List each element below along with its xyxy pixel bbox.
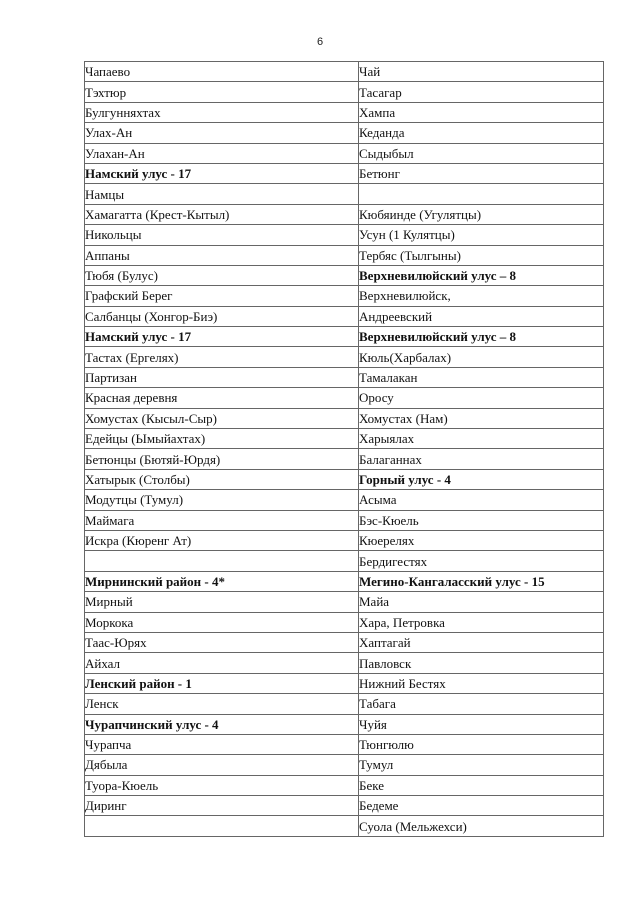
settlement-cell: Бедеме xyxy=(359,796,604,816)
table-row xyxy=(85,347,604,367)
settlements-table xyxy=(84,61,604,837)
settlement-cell: Ленск xyxy=(85,694,359,714)
settlement-cell: Андреевский xyxy=(359,306,604,326)
settlement-cell: Тастах (Ергелях) xyxy=(85,347,359,367)
settlement-cell: Кеданда xyxy=(359,123,604,143)
table-row xyxy=(85,306,604,326)
settlement-cell: Тамалакан xyxy=(359,367,604,387)
region-header-cell: Верхневилюйский улус – 8 xyxy=(359,265,604,285)
settlement-cell: Тумул xyxy=(359,755,604,775)
settlement-cell: Улахан-Ан xyxy=(85,143,359,163)
settlement-cell: Нижний Бестях xyxy=(359,673,604,693)
region-header-cell: Ленский район - 1 xyxy=(85,673,359,693)
table-row xyxy=(85,816,604,836)
settlement-cell: Салбанцы (Хонгор-Биэ) xyxy=(85,306,359,326)
table-row xyxy=(85,62,604,82)
table-row xyxy=(85,102,604,122)
settlement-cell: Никольцы xyxy=(85,225,359,245)
table-row xyxy=(85,143,604,163)
settlement-cell: Чуйя xyxy=(359,714,604,734)
settlement-cell: Хаптагай xyxy=(359,632,604,652)
settlement-cell: Суола (Мельжехси) xyxy=(359,816,604,836)
settlement-cell: Балаганнах xyxy=(359,449,604,469)
table-row xyxy=(85,673,604,693)
empty-cell xyxy=(85,816,359,836)
table-row xyxy=(85,82,604,102)
region-header-cell: Верхневилюйский улус – 8 xyxy=(359,327,604,347)
settlement-cell: Графский Берег xyxy=(85,286,359,306)
table-row xyxy=(85,408,604,428)
settlement-cell: Моркока xyxy=(85,612,359,632)
region-header-cell: Чурапчинский улус - 4 xyxy=(85,714,359,734)
settlement-cell: Бетюнг xyxy=(359,163,604,183)
settlement-cell: Усун (1 Кулятцы) xyxy=(359,225,604,245)
table-row xyxy=(85,755,604,775)
table-row xyxy=(85,327,604,347)
settlement-cell: Тасагар xyxy=(359,82,604,102)
settlement-cell: Верхневилюйск, xyxy=(359,286,604,306)
region-header-cell: Горный улус - 4 xyxy=(359,469,604,489)
table-row xyxy=(85,449,604,469)
settlement-cell: Красная деревня xyxy=(85,388,359,408)
settlement-cell: Асыма xyxy=(359,490,604,510)
table-row xyxy=(85,796,604,816)
table-row xyxy=(85,571,604,591)
table-row xyxy=(85,653,604,673)
settlement-cell: Сыдыбыл xyxy=(359,143,604,163)
region-header-cell: Мирнинский район - 4* xyxy=(85,571,359,591)
settlement-cell: Тюнгюлю xyxy=(359,734,604,754)
table-row xyxy=(85,265,604,285)
table-row xyxy=(85,734,604,754)
table-row xyxy=(85,632,604,652)
table-row xyxy=(85,694,604,714)
settlement-cell: Искра (Кюренг Ат) xyxy=(85,530,359,550)
settlement-cell: Харыялах xyxy=(359,429,604,449)
table-row xyxy=(85,592,604,612)
region-header-cell: Намский улус - 17 xyxy=(85,327,359,347)
settlement-cell: Хара, Петровка xyxy=(359,612,604,632)
settlement-cell: Кюбяинде (Угулятцы) xyxy=(359,204,604,224)
settlement-cell: Тербяс (Тылгыны) xyxy=(359,245,604,265)
table-row xyxy=(85,551,604,571)
settlement-cell: Чапаево xyxy=(85,62,359,82)
table-row xyxy=(85,225,604,245)
table-row xyxy=(85,775,604,795)
settlement-cell: Кюерелях xyxy=(359,530,604,550)
settlement-cell: Тэхтюр xyxy=(85,82,359,102)
settlement-cell: Партизан xyxy=(85,367,359,387)
table-row xyxy=(85,388,604,408)
table-row xyxy=(85,530,604,550)
settlement-cell: Аппаны xyxy=(85,245,359,265)
settlement-cell: Улах-Ан xyxy=(85,123,359,143)
table-row xyxy=(85,490,604,510)
page-number: 6 xyxy=(316,36,324,48)
settlement-cell: Хатырык (Столбы) xyxy=(85,469,359,489)
settlement-cell: Маймага xyxy=(85,510,359,530)
settlement-cell: Бэс-Кюель xyxy=(359,510,604,530)
region-header-cell: Намский улус - 17 xyxy=(85,163,359,183)
table-row xyxy=(85,245,604,265)
settlement-cell: Модутцы (Тумул) xyxy=(85,490,359,510)
settlement-cell: Диринг xyxy=(85,796,359,816)
settlement-cell: Кюль(Харбалах) xyxy=(359,347,604,367)
settlement-cell: Таас-Юрях xyxy=(85,632,359,652)
settlement-cell: Бетюнцы (Бютяй-Юрдя) xyxy=(85,449,359,469)
table-row xyxy=(85,510,604,530)
settlement-cell: Бердигестях xyxy=(359,551,604,571)
settlement-cell: Оросу xyxy=(359,388,604,408)
settlement-cell: Павловск xyxy=(359,653,604,673)
settlement-cell: Мирный xyxy=(85,592,359,612)
empty-cell xyxy=(85,551,359,571)
settlement-cell: Табага xyxy=(359,694,604,714)
table-row xyxy=(85,163,604,183)
settlement-cell: Хампа xyxy=(359,102,604,122)
settlement-cell: Чурапча xyxy=(85,734,359,754)
empty-cell xyxy=(359,184,604,204)
table-row xyxy=(85,123,604,143)
table-body xyxy=(85,62,604,837)
table-row xyxy=(85,469,604,489)
settlement-cell: Тюбя (Булус) xyxy=(85,265,359,285)
region-header-cell: Мегино-Кангаласский улус - 15 xyxy=(359,571,604,591)
settlement-cell: Хомустах (Кысыл-Сыр) xyxy=(85,408,359,428)
settlement-cell: Беке xyxy=(359,775,604,795)
settlement-cell: Майа xyxy=(359,592,604,612)
table-row xyxy=(85,714,604,734)
settlement-cell: Айхал xyxy=(85,653,359,673)
settlement-cell: Дябыла xyxy=(85,755,359,775)
settlement-cell: Намцы xyxy=(85,184,359,204)
settlement-cell: Едейцы (Ымыйахтах) xyxy=(85,429,359,449)
settlement-cell: Туора-Кюель xyxy=(85,775,359,795)
settlement-cell: Булгунняхтах xyxy=(85,102,359,122)
settlement-cell: Хомустах (Нам) xyxy=(359,408,604,428)
table-row xyxy=(85,429,604,449)
settlement-cell: Хамагатта (Крест-Кытыл) xyxy=(85,204,359,224)
table-row xyxy=(85,204,604,224)
table-row xyxy=(85,286,604,306)
settlement-cell: Чай xyxy=(359,62,604,82)
table-row xyxy=(85,612,604,632)
table-row xyxy=(85,184,604,204)
table-row xyxy=(85,367,604,387)
